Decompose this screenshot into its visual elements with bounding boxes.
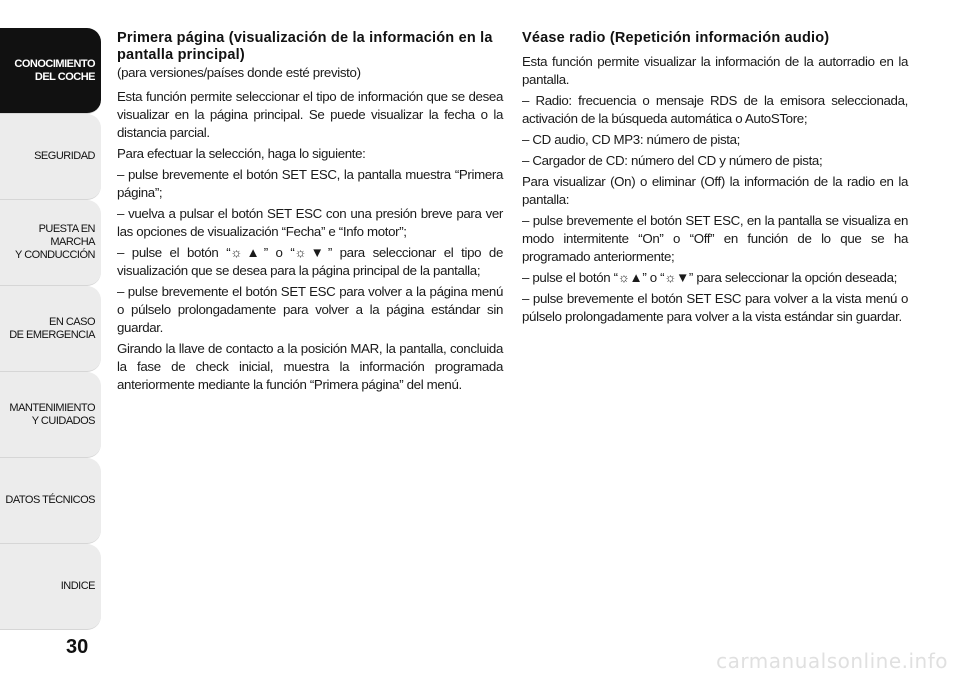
- tab-en-caso-de-emergencia[interactable]: EN CASO DE EMERGENCIA: [0, 286, 101, 372]
- paragraph: – vuelva a pulsar el botón SET ESC con una presión breve para ver las opciones de visualización “Fecha” e “Info motor”;: [117, 206, 503, 239]
- paragraph: – pulse brevemente el botón SET ESC para volver a la página menú o púlselo prolongadamente para volver a la página estándar sin guardar.: [117, 284, 503, 335]
- paragraph: – pulse el botón “☼▲” o “☼▼” para seleccionar la opción deseada;: [522, 270, 897, 285]
- tab-seguridad[interactable]: SEGURIDAD: [0, 114, 101, 200]
- paragraph: – CD audio, CD MP3: número de pista;: [522, 132, 740, 147]
- paragraph: – pulse brevemente el botón SET ESC, la pantalla muestra “Primera página”;: [117, 167, 503, 200]
- tab-datos-tecnicos[interactable]: DATOS TÉCNICOS: [0, 458, 101, 544]
- section-title-primera-pagina: Primera página (visualización de la información en la pantalla principal): [117, 30, 493, 63]
- section-title-vease-radio: Véase radio (Repetición información audio): [522, 30, 830, 46]
- paragraph: Para efectuar la selección, haga lo siguiente:: [117, 146, 366, 161]
- tab-conocimiento-del-coche[interactable]: CONOCIMIENTO DEL COCHE: [0, 28, 101, 114]
- tab-mantenimiento[interactable]: MANTENIMIENTO Y CUIDADOS: [0, 372, 101, 458]
- tab-indice[interactable]: INDICE: [0, 544, 101, 630]
- paragraph: Esta función permite seleccionar el tipo de información que se desea visualizar en la página principal. Se puede visualizar la fecha o la distancia parcial.: [117, 89, 503, 140]
- watermark: carmanualsonline.info: [716, 649, 948, 673]
- paragraph: – pulse brevemente el botón SET ESC para volver a la vista menú o púlselo prolongadamente para volver a la vista estándar sin guardar.: [522, 291, 908, 324]
- paragraph: Girando la llave de contacto a la posición MAR, la pantalla, concluida la fase de check inicial, muestra la información programada anteriormente mediante la función “Primera página” del menú.: [117, 341, 503, 392]
- paragraph: Para visualizar (On) o eliminar (Off) la información de la radio en la pantalla:: [522, 174, 908, 207]
- paragraph: – pulse el botón “☼▲” o “☼▼” para seleccionar el tipo de visualización que se desea para la página principal de la pantalla;: [117, 245, 503, 278]
- paragraph: – Cargador de CD: número del CD y número de pista;: [522, 153, 823, 168]
- paragraph: Esta función permite visualizar la información de la autorradio en la pantalla.: [522, 54, 908, 87]
- tab-puesta-en-marcha[interactable]: PUESTA EN MARCHA Y CONDUCCIÓN: [0, 200, 101, 286]
- right-column: [522, 30, 908, 329]
- section-subtitle: (para versiones/países donde esté previsto): [117, 65, 361, 80]
- left-column: [117, 30, 503, 397]
- paragraph: – pulse brevemente el botón SET ESC, en la pantalla se visualiza en modo intermitente “On” o “Off” en función de lo que se ha programado anteriormente;: [522, 213, 908, 264]
- paragraph: – Radio: frecuencia o mensaje RDS de la emisora seleccionada, activación de la búsqueda automática o AutoSTore;: [522, 93, 908, 126]
- page-number: 30: [66, 636, 89, 658]
